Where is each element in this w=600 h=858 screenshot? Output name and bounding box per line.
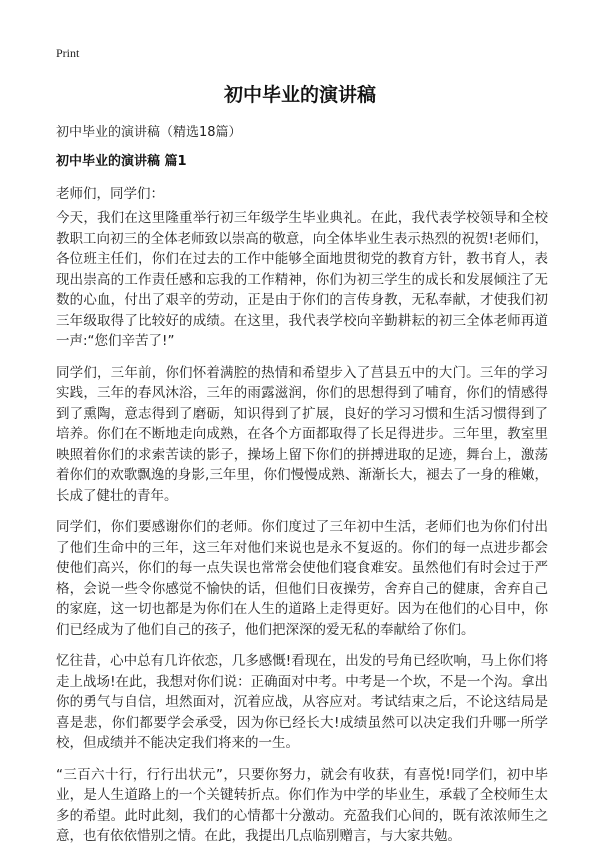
paragraph-5: “三百六十行，行行出状元”，只要你努力，就会有收获，有喜悦!同学们，初中毕业，是人生道路上的一个关键转折点。你们作为中学的毕业生，承载了全校师生太多的希望。此时此刻，我们的心情都十分激动。充盈我们心间的，既有浓浓师生之意，也有依依惜别之情。在此，我提出几点临别赠言，与大家共勉。 [56, 766, 548, 844]
document-body [56, 208, 548, 858]
paragraph-1: 今天，我们在这里隆重举行初三年级学生毕业典礼。在此，我代表学校领导和全校教职工向初三的全体老师致以崇高的敬意，向全体毕业生表示热烈的祝贺!老师们，各位班主任们，你们在过去的工作中能够全面地贯彻党的教育方针，教书育人，表现出崇高的工作责任感和忘我的工作精神，你们为初三学生的成长和发展倾注了无数的心血，付出了艰辛的劳动，正是由于你们的言传身教，无私奉献，才使我们初三年级取得了比较好的成绩。在这里，我代表学校向辛勤耕耘的初三全体老师再道一声:“您们辛苦了!” [56, 210, 548, 349]
document-title: 初中毕业的演讲稿 [223, 84, 376, 106]
document-subtitle: 初中毕业的演讲稿（精选18篇） [56, 125, 242, 140]
section-heading: 初中毕业的演讲稿 篇1 [56, 154, 187, 169]
paragraph-4: 忆往昔，心中总有几许依恋，几多感慨!看现在，出发的号角已经吹响，马上你们将走上战场!在此，我想对你们说：正确面对中考。中考是一个坎，不是一个沟。拿出你的勇气与自信，坦然面对，沉着应战，从容应对。考试结束之后，不论这结局是喜是悲，你们都要学会承受，因为你已经长大!成绩虽然可以决定我们升哪一所学校，但成绩并不能决定我们将来的一生。 [56, 653, 548, 751]
greeting: 老师们，同学们： [56, 186, 164, 202]
print-label[interactable]: Print [56, 46, 80, 60]
paragraph-2: 同学们，三年前，你们怀着满腔的热情和希望步入了莒县五中的大门。三年的学习实践，三年的春风沐浴，三年的雨露滋润，你们的思想得到了哺育，你们的情感得到了熏陶，意志得到了磨砺，知识得到了扩展，良好的学习习惯和生活习惯得到了培养。你们在不断地走向成熟，在各个方面都取得了长足得进步。三年里，教室里映照着你们的求索苦读的影子，操场上留下你们的拼搏进取的足迹，舞台上，激荡着你们的欢歌飘逸的身影,三年里，你们慢慢成熟、渐渐长大，褪去了一身的稚嫩，长成了健壮的青年。 [56, 364, 548, 504]
paragraph-3: 同学们，你们要感谢你们的老师。你们度过了三年初中生活，老师们也为你们付出了他们生命中的三年，这三年对他们来说也是永不复返的。你们的每一点进步都会使他们高兴，你们的每一点失误也常常会使他们寝食难安。虽然他们有时会过于严格，会说一些令你感觉不愉快的话，但他们日夜操劳，舍弃自己的健康，舍弃自己的家庭，这一切也都是为你们在人生的道路上走得更好。因为在他们的心目中，你们已经成为了他们自己的孩子，他们把深深的爱无私的奉献给了你们。 [56, 519, 548, 638]
